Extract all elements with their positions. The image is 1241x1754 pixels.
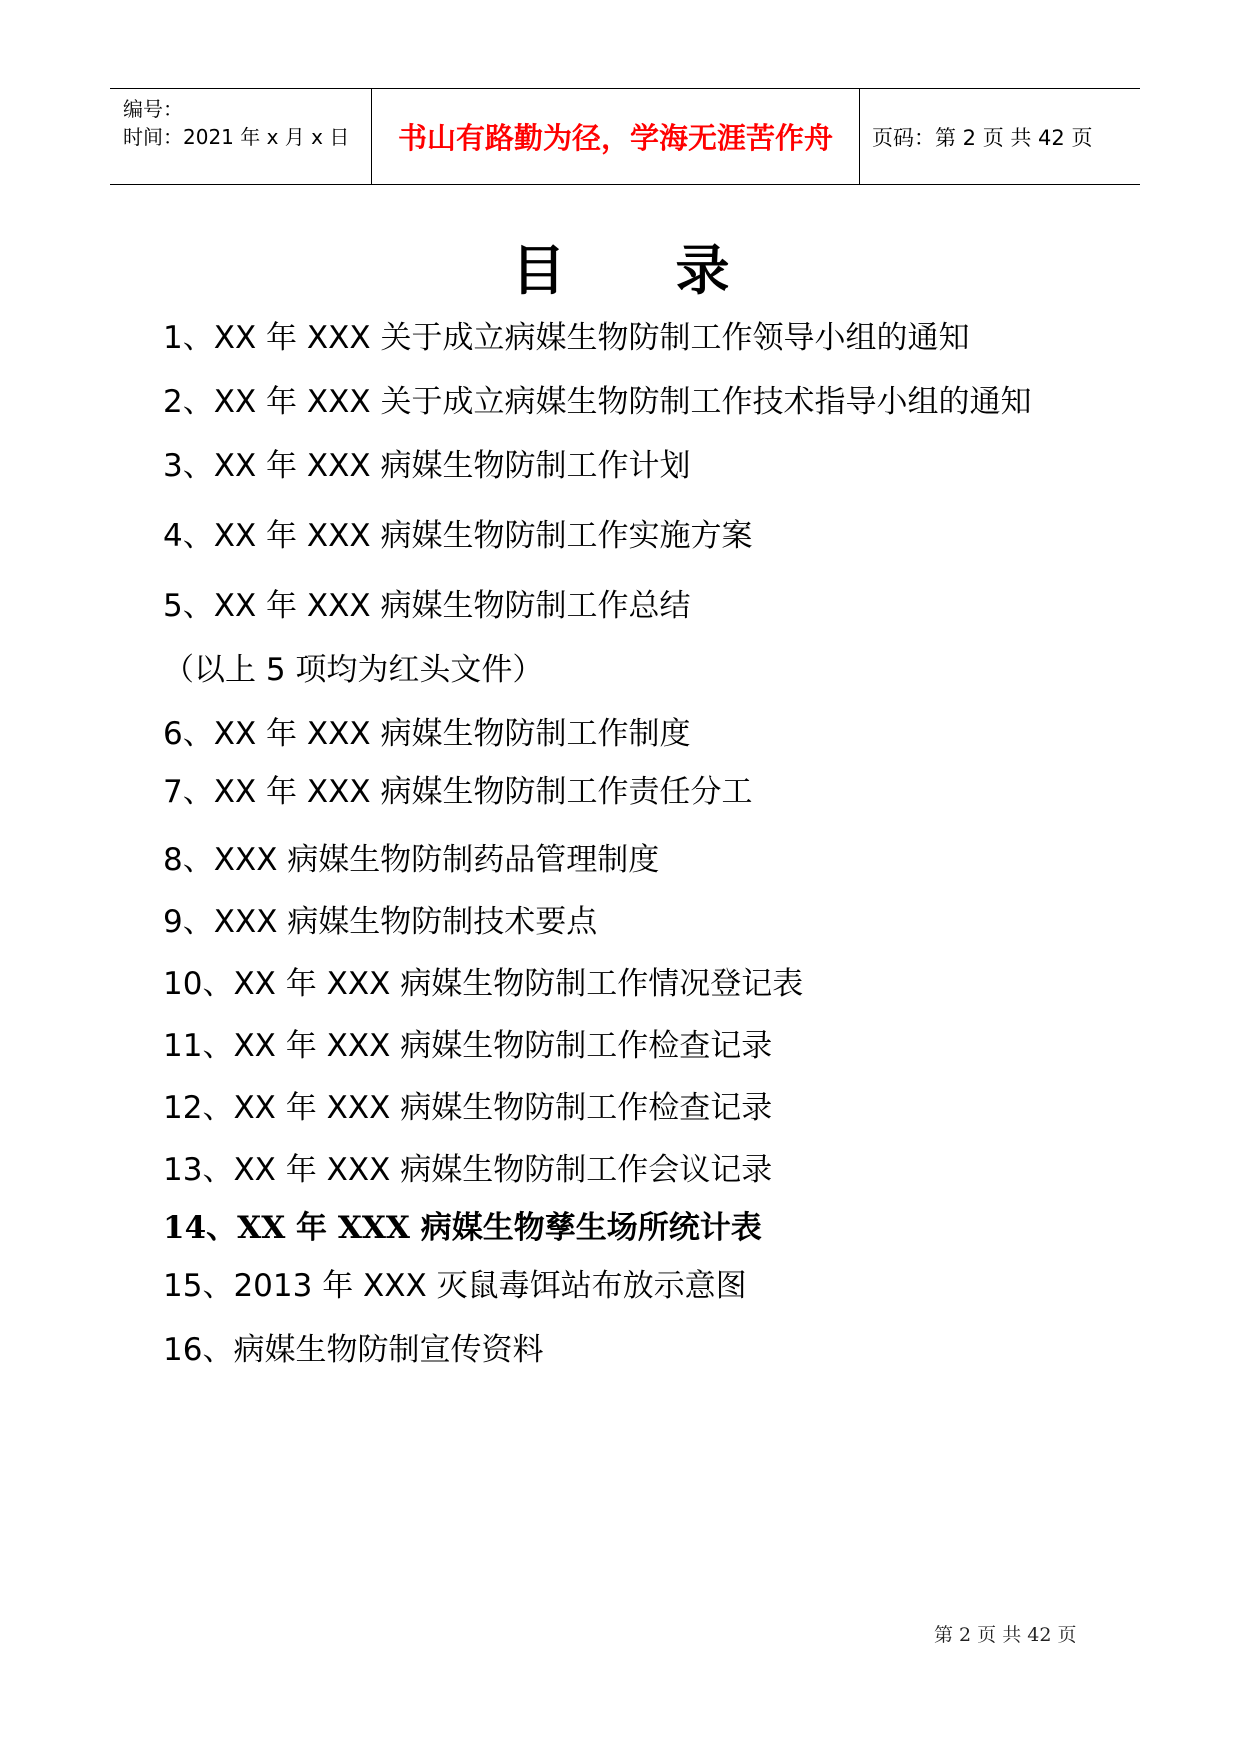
- toc-entry-10: 10、XX 年 XXX 病媒生物防制工作情况登记表: [163, 966, 804, 1002]
- toc-entry-3: 3、XX 年 XXX 病媒生物防制工作计划: [163, 448, 691, 484]
- toc-entry-6: 6、XX 年 XXX 病媒生物防制工作制度: [163, 716, 691, 752]
- page-header: [110, 88, 1140, 185]
- toc-entry-2: 2、XX 年 XXX 关于成立病媒生物防制工作技术指导小组的通知: [163, 384, 1032, 420]
- header-page-info: 页码：第 2 页 共 42 页: [872, 125, 1093, 150]
- toc-entry-12: 12、XX 年 XXX 病媒生物防制工作检查记录: [163, 1090, 773, 1126]
- page-title: 目录: [511, 239, 840, 302]
- header-motto: 书山有路勤为径，学海无涯苦作舟: [372, 89, 860, 184]
- toc-entry-13: 13、XX 年 XXX 病媒生物防制工作会议记录: [163, 1152, 773, 1188]
- toc-note: （以上 5 项均为红头文件）: [163, 652, 544, 688]
- toc-entry-1: 1、XX 年 XXX 关于成立病媒生物防制工作领导小组的通知: [163, 320, 970, 356]
- toc-entry-7: 7、XX 年 XXX 病媒生物防制工作责任分工: [163, 774, 753, 810]
- toc-entry-9: 9、XXX 病媒生物防制技术要点: [163, 904, 598, 940]
- page-footer: 第 2 页 共 42 页: [934, 1624, 1077, 1646]
- toc-entry-4: 4、XX 年 XXX 病媒生物防制工作实施方案: [163, 518, 753, 554]
- time-label: 时间：2021 年 x 月 x 日: [123, 125, 350, 149]
- toc-entry-14: 14、XX 年 XXX 病媒生物孳生场所统计表: [163, 1210, 762, 1246]
- header-meta: [110, 89, 372, 184]
- toc-entry-8: 8、XXX 病媒生物防制药品管理制度: [163, 842, 660, 878]
- toc-entry-16: 16、病媒生物防制宣传资料: [163, 1332, 544, 1368]
- toc-entry-11: 11、XX 年 XXX 病媒生物防制工作检查记录: [163, 1028, 773, 1064]
- toc-entry-15: 15、2013 年 XXX 灭鼠毒饵站布放示意图: [163, 1268, 747, 1304]
- toc-entry-5: 5、XX 年 XXX 病媒生物防制工作总结: [163, 588, 691, 624]
- number-label: 编号：: [123, 97, 183, 121]
